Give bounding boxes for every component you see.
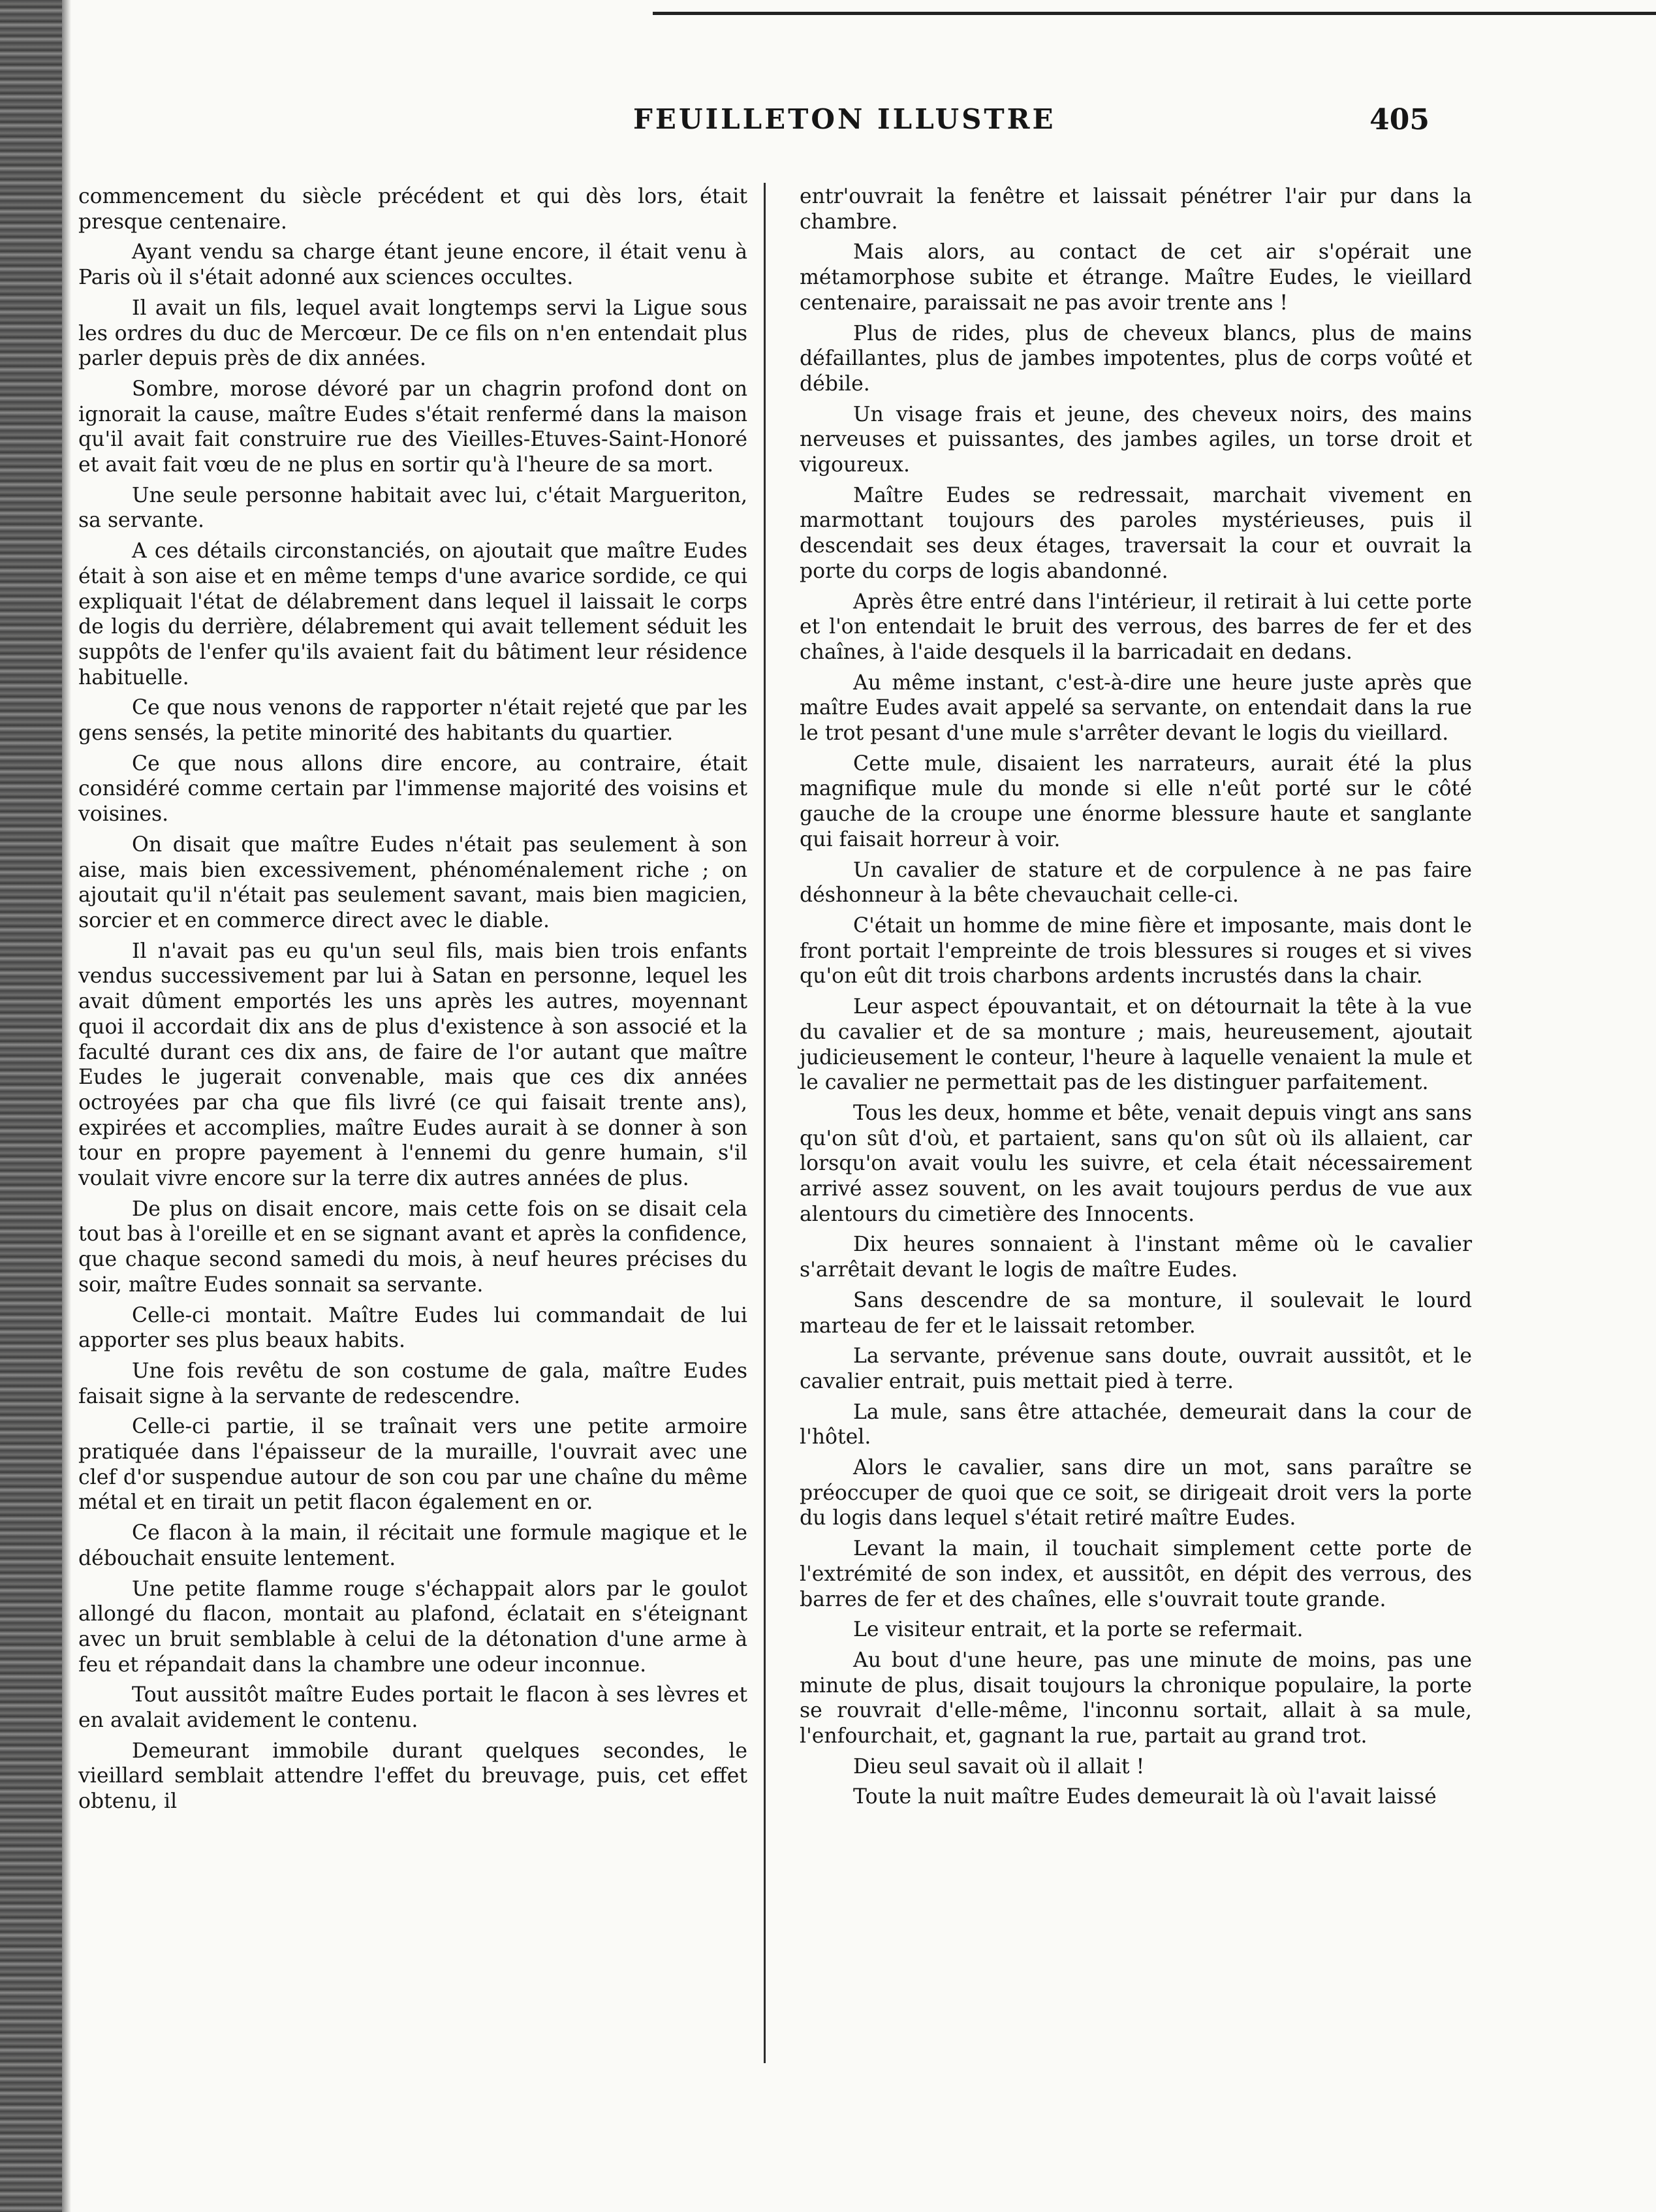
right-column (800, 184, 1472, 1815)
running-title: FEUILLETON ILLUSTRE (633, 103, 1056, 135)
paragraph: Ce flacon à la main, il récitait une formule magique et le débouchait ensuite lentement. (78, 1521, 747, 1570)
paragraph: Sans descendre de sa monture, il soulevait le lourd marteau de fer et le laissait retomber. (800, 1288, 1472, 1338)
paragraph: Au bout d'une heure, pas une minute de moins, pas une minute de plus, disait toujours la chronique populaire, la porte se rouvrait d'elle-même, l'inconnu sortait, allait à sa mule, l'enfourchait, et, gagnant la rue, partait au grand trot. (800, 1648, 1472, 1748)
paragraph: Dix heures sonnaient à l'instant même où le cavalier s'arrêtait devant le logis de maître Eudes. (800, 1233, 1472, 1282)
paragraph: C'était un homme de mine fière et imposante, mais dont le front portait l'empreinte de trois blessures si rouges et si vives qu'on eût dit trois charbons ardents incrustés dans la chair. (800, 913, 1472, 988)
binding-shadow (62, 0, 71, 2212)
paragraph: Une petite flamme rouge s'échappait alors par le goulot allongé du flacon, montait au plafond, éclatait en s'éteignant avec un bruit semblable à celui de la détonation d'une arme à feu et répandait dans la chambre une odeur inconnue. (78, 1577, 747, 1677)
paragraph: Il avait un fils, lequel avait longtemps servi la Ligue sous les ordres du duc de Mercœur. De ce fils on n'en entendait plus parler depuis près de dix années. (78, 296, 747, 371)
paragraph: La mule, sans être attachée, demeurait dans la cour de l'hôtel. (800, 1400, 1472, 1449)
paragraph: Une fois revêtu de son costume de gala, maître Eudes faisait signe à la servante de redescendre. (78, 1359, 747, 1408)
paragraph: La servante, prévenue sans doute, ouvrait aussitôt, et le cavalier entrait, puis mettait pied à terre. (800, 1344, 1472, 1393)
paragraph: Levant la main, il touchait simplement cette porte de l'extrémité de son index, et aussitôt, en dépit des verrous, des barres de fer et des chaînes, elle s'ouvrait toute grande. (800, 1537, 1472, 1611)
paragraph: Mais alors, au contact de cet air s'opérait une métamorphose subite et étrange. Maître Eudes, le vieillard centenaire, paraissait ne pas avoir trente ans ! (800, 240, 1472, 315)
paragraph: commencement du siècle précédent et qui dès lors, était presque centenaire. (78, 185, 747, 234)
book-binding (0, 0, 62, 2212)
paragraph: Cette mule, disaient les narrateurs, aurait été la plus magnifique mule du monde si elle n'eût porté sur le côté gauche de la croupe une énorme blessure haute et sanglante qui faisait horreur à voir. (800, 751, 1472, 851)
paragraph: Un visage frais et jeune, des cheveux noirs, des mains nerveuses et puissantes, des jambes agiles, un torse droit et vigoureux. (800, 402, 1472, 477)
top-rule (653, 12, 1656, 15)
paragraph: De plus on disait encore, mais cette fois on se disait cela tout bas à l'oreille et en se signant avant et après la confidence, que chaque second samedi du mois, à neuf heures précises du soir, maître Eudes sonnait sa servante. (78, 1197, 747, 1297)
paragraph: Leur aspect épouvantait, et on détournait la tête à la vue du cavalier et de sa monture ; mais, heureusement, ajoutait judicieusement le conteur, l'heure à laquelle venaient la mule et le cavalier ne permettait pas de les distinguer parfaitement. (800, 995, 1472, 1095)
paragraph: Celle-ci montait. Maître Eudes lui commandait de lui apporter ses plus beaux habits. (78, 1303, 747, 1353)
paragraph: Alors le cavalier, sans dire un mot, sans paraître se préoccuper de quoi que ce soit, se dirigeait droit vers la porte du logis dans lequel s'était retiré maître Eudes. (800, 1456, 1472, 1530)
paragraph: Demeurant immobile durant quelques secondes, le vieillard semblait attendre l'effet du breuvage, puis, cet effet obtenu, il (78, 1739, 747, 1814)
paragraph: On disait que maître Eudes n'était pas seulement à son aise, mais bien excessivement, phénoménalement riche ; on ajoutait qu'il n'était pas seulement savant, mais bien magicien, sorcier et en commerce direct avec le diable. (78, 832, 747, 932)
paragraph: Toute la nuit maître Eudes demeurait là où l'avait laissé (853, 1785, 1437, 1809)
paragraph: A ces détails circonstanciés, on ajoutait que maître Eudes était à son aise et en même temps d'une avarice sordide, ce qui expliquait l'état de délabrement dans lequel il laissait le corps de logis du derrière, délabrement qui avait tellement séduit les suppôts de l'enfer qu'ils avaient fait du bâtiment leur résidence habituelle. (78, 539, 747, 689)
paragraph: Un cavalier de stature et de corpulence à ne pas faire déshonneur à la bête chevauchait celle-ci. (800, 858, 1472, 908)
paragraph: Ce que nous allons dire encore, au contraire, était considéré comme certain par l'immense majorité des voisins et voisines. (78, 751, 747, 827)
paragraph: Ce que nous venons de rapporter n'était rejeté que par les gens sensés, la petite minorité des habitants du quartier. (78, 696, 747, 746)
paragraph: Sombre, morose dévoré par un chagrin profond dont on ignorait la cause, maître Eudes s'était renfermé dans la maison qu'il avait fait construire rue des Vieilles-Etuves-Saint-Honoré et avait fait vœu de ne plus en sortir qu'à l'heure de sa mort. (78, 377, 747, 477)
paragraph: Dieu seul savait où il allait ! (853, 1754, 1145, 1778)
paragraph: Tous les deux, homme et bête, venait depuis vingt ans sans qu'on sût d'où, et partaient, sans qu'on sût où ils allaient, car lorsqu'on avait voulu les suivre, et cela était nécessairement arrivé assez souvent, on les avait toujours perdus de vue aux alentours du cimetière des Innocents. (800, 1101, 1472, 1226)
paragraph: Il n'avait pas eu qu'un seul fils, mais bien trois enfants vendus successivement par lui à Satan en personne, lequel les avait dûment emportés les uns après les autres, moyennant quoi il accordait dix ans de plus d'existence à son associé et la faculté durant ces dix ans, de faire de l'or autant que maître Eudes le jugerait convenable, mais que ces dix années octroyées par cha que fils livré (ce qui faisait trente ans), expirées et accomplies, maître Eudes aurait à se donner à son tour en propre payement à l'ennemi du genre humain, s'il voulait vivre encore sur la terre dix autres années de plus. (78, 939, 747, 1191)
paragraph: entr'ouvrait la fenêtre et laissait pénétrer l'air pur dans la chambre. (800, 185, 1472, 234)
paragraph: Le visiteur entrait, et la porte se refermait. (853, 1618, 1304, 1642)
paragraph: Celle-ci partie, il se traînait vers une petite armoire pratiquée dans l'épaisseur de la muraille, l'ouvrait avec une clef d'or suspendue autour de son cou par une chaîne du même métal et en tirait un petit flacon également en or. (78, 1415, 747, 1515)
paragraph: Après être entré dans l'intérieur, il retirait à lui cette porte et l'on entendait le bruit des verrous, des barres de fer et des chaînes, à l'aide desquels il la barricadait en dedans. (800, 590, 1472, 664)
left-column (78, 184, 747, 1820)
paragraph: Maître Eudes se redressait, marchait vivement en marmottant toujours des paroles mystérieuses, puis il descendait ses deux étages, traversait la cour et ouvrait la porte du corps de logis abandonné. (800, 483, 1472, 583)
paragraph: Tout aussitôt maître Eudes portait le flacon à ses lèvres et en avalait avidement le contenu. (78, 1683, 747, 1733)
column-divider (764, 183, 766, 2063)
paragraph: Au même instant, c'est-à-dire une heure juste après que maître Eudes avait appelé sa servante, on entendait dans la rue le trot pesant d'une mule s'arrêter devant le logis du vieillard. (800, 671, 1472, 746)
page-number: 405 (1369, 103, 1429, 136)
paragraph: Plus de rides, plus de cheveux blancs, plus de mains défaillantes, plus de jambes impotentes, plus de corps voûté et débile. (800, 321, 1472, 396)
page-header (78, 98, 1429, 144)
paragraph: Ayant vendu sa charge étant jeune encore, il était venu à Paris où il s'était adonné aux sciences occultes. (78, 240, 747, 290)
paragraph: Une seule personne habitait avec lui, c'était Margueriton, sa servante. (78, 483, 747, 533)
